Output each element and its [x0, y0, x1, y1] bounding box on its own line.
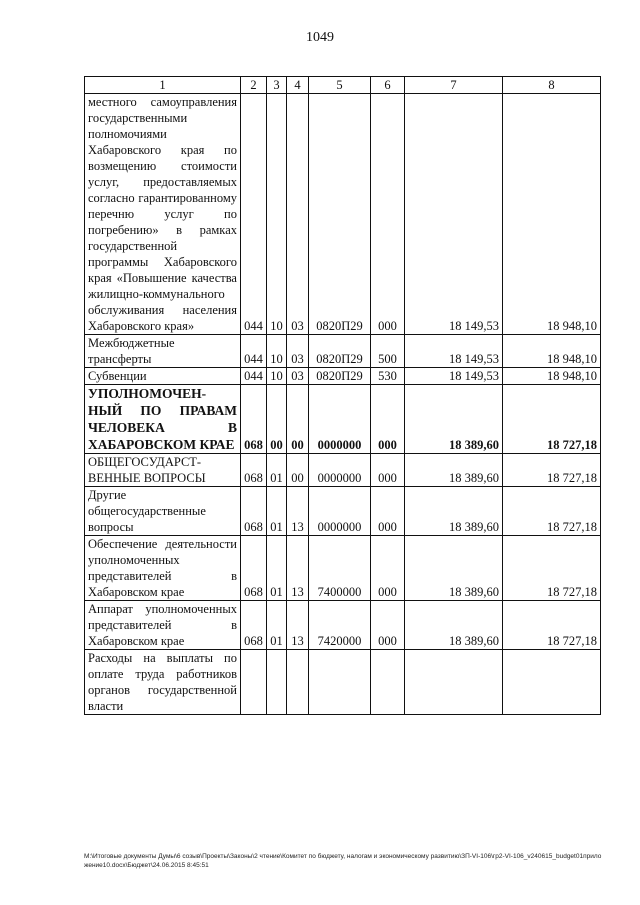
- row-cell-c3: [267, 650, 287, 715]
- row-cell-c3: 10: [267, 335, 287, 368]
- row-cell-c4: 00: [287, 454, 309, 487]
- row-cell-c6: 000: [371, 536, 405, 601]
- row-cell-c3: 10: [267, 368, 287, 385]
- row-name-cell: УПОЛНОМОЧЕН-НЫЙ ПО ПРАВАМ ЧЕЛОВЕКА В ХАБАРОВСКОМ КРАЕ: [85, 385, 241, 454]
- row-cell-c2: 068: [241, 385, 267, 454]
- row-cell-c5: [309, 650, 371, 715]
- row-cell-c8: 18 727,18: [503, 454, 601, 487]
- row-cell-c3: 01: [267, 487, 287, 536]
- row-cell-c2: 044: [241, 94, 267, 335]
- row-cell-c5: 0820П29: [309, 368, 371, 385]
- row-name-cell: местного самоуправления государственными полномочиями Хабаровского края по возмещению стоимости услуг, предоставляемых согласно гарантированному перечню услуг по погребению» в рамках государственной программы Хабаровского края «Повышение качества жилищно-коммунального обслуживания населения Хабаровского края»: [85, 94, 241, 335]
- table-row: [85, 368, 601, 385]
- row-cell-c6: 000: [371, 385, 405, 454]
- table-row: [85, 601, 601, 650]
- row-cell-c4: 13: [287, 536, 309, 601]
- table-row: [85, 536, 601, 601]
- row-cell-c2: 068: [241, 454, 267, 487]
- row-cell-c6: [371, 650, 405, 715]
- table-row: [85, 650, 601, 715]
- row-cell-c7: [405, 650, 503, 715]
- file-path-footer: M:\Итоговые документы Думы\6 созыв\Проекты\Законы\2 чтение\Комитет по бюджету, налогам и экономическому развитию\ЗП-VI-106\гр2-VI-106_v240615_budget01приложение10.docx\Бюджет\24.06.2015 8:45:51: [84, 853, 602, 869]
- row-cell-c3: 01: [267, 536, 287, 601]
- row-name-cell: Аппарат уполномоченных представителей в Хабаровском крае: [85, 601, 241, 650]
- row-cell-c2: 044: [241, 368, 267, 385]
- row-name-cell: ОБЩЕГОСУДАРСТ-ВЕННЫЕ ВОПРОСЫ: [85, 454, 241, 487]
- row-cell-c5: 0000000: [309, 487, 371, 536]
- row-cell-c6: 000: [371, 487, 405, 536]
- row-cell-c6: 000: [371, 601, 405, 650]
- row-cell-c4: 03: [287, 335, 309, 368]
- row-cell-c5: 0000000: [309, 385, 371, 454]
- row-name-cell: Другие общегосударственные вопросы: [85, 487, 241, 536]
- row-cell-c5: 0820П29: [309, 94, 371, 335]
- row-cell-c6: 000: [371, 454, 405, 487]
- row-name-cell: Обеспечение деятельности уполномоченных представителей в Хабаровском крае: [85, 536, 241, 601]
- row-cell-c7: 18 149,53: [405, 335, 503, 368]
- row-name-cell: Межбюджетные трансферты: [85, 335, 241, 368]
- row-cell-c2: [241, 650, 267, 715]
- header-cell: 7: [405, 77, 503, 94]
- row-cell-c5: 0000000: [309, 454, 371, 487]
- row-cell-c2: 044: [241, 335, 267, 368]
- row-cell-c7: 18 389,60: [405, 385, 503, 454]
- row-cell-c7: 18 389,60: [405, 601, 503, 650]
- row-cell-c6: 500: [371, 335, 405, 368]
- row-cell-c8: 18 948,10: [503, 94, 601, 335]
- row-cell-c7: 18 389,60: [405, 487, 503, 536]
- header-cell: 8: [503, 77, 601, 94]
- row-cell-c4: 00: [287, 385, 309, 454]
- row-cell-c4: 03: [287, 368, 309, 385]
- header-row: [85, 77, 601, 94]
- row-cell-c6: 000: [371, 94, 405, 335]
- table-row: [85, 335, 601, 368]
- budget-table: [84, 76, 601, 715]
- row-cell-c5: 0820П29: [309, 335, 371, 368]
- row-cell-c8: 18 948,10: [503, 368, 601, 385]
- row-cell-c8: [503, 650, 601, 715]
- row-cell-c3: 00: [267, 385, 287, 454]
- table-row: [85, 94, 601, 335]
- row-cell-c5: 7400000: [309, 536, 371, 601]
- table-row: [85, 487, 601, 536]
- header-cell: 1: [85, 77, 241, 94]
- row-cell-c4: 13: [287, 487, 309, 536]
- row-cell-c7: 18 389,60: [405, 536, 503, 601]
- row-cell-c7: 18 149,53: [405, 368, 503, 385]
- table-row: [85, 385, 601, 454]
- table-row: [85, 454, 601, 487]
- row-name-cell: Субвенции: [85, 368, 241, 385]
- row-cell-c8: 18 727,18: [503, 385, 601, 454]
- table-body: [85, 94, 601, 715]
- row-name-cell: Расходы на выплаты по оплате труда работников органов государственной власти: [85, 650, 241, 715]
- row-cell-c7: 18 149,53: [405, 94, 503, 335]
- row-cell-c5: 7420000: [309, 601, 371, 650]
- header-cell: 5: [309, 77, 371, 94]
- header-cell: 6: [371, 77, 405, 94]
- row-cell-c8: 18 727,18: [503, 601, 601, 650]
- row-cell-c7: 18 389,60: [405, 454, 503, 487]
- row-cell-c8: 18 727,18: [503, 536, 601, 601]
- row-cell-c8: 18 948,10: [503, 335, 601, 368]
- row-cell-c3: 01: [267, 601, 287, 650]
- row-cell-c6: 530: [371, 368, 405, 385]
- header-cell: 2: [241, 77, 267, 94]
- row-cell-c4: 13: [287, 601, 309, 650]
- row-cell-c2: 068: [241, 487, 267, 536]
- row-cell-c4: 03: [287, 94, 309, 335]
- row-cell-c2: 068: [241, 536, 267, 601]
- row-cell-c2: 068: [241, 601, 267, 650]
- page-number: 1049: [306, 30, 334, 45]
- header-cell: 4: [287, 77, 309, 94]
- row-cell-c4: [287, 650, 309, 715]
- header-cell: 3: [267, 77, 287, 94]
- row-cell-c3: 01: [267, 454, 287, 487]
- row-cell-c8: 18 727,18: [503, 487, 601, 536]
- row-cell-c3: 10: [267, 94, 287, 335]
